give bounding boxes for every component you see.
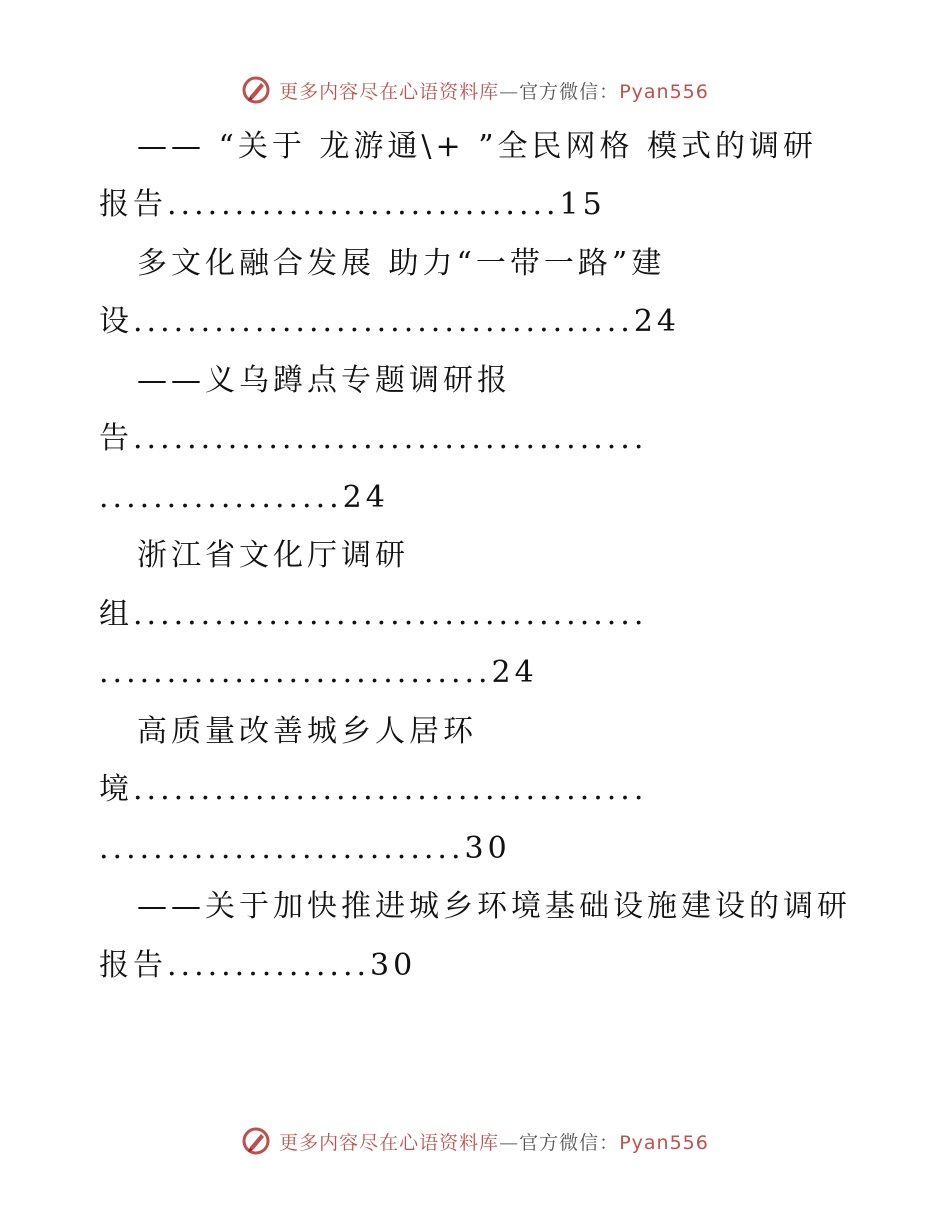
- toc-line: ——义乌蹲点专题调研报: [137, 363, 511, 398]
- toc-line: ..................24: [99, 480, 389, 515]
- toc-line: 告......................................: [99, 421, 648, 456]
- watermark-text: 更多内容尽在心语资料库—官方微信：Pyan556: [279, 80, 709, 103]
- watermark-text: 更多内容尽在心语资料库—官方微信：Pyan556: [279, 1131, 709, 1154]
- toc-line: ...........................30: [99, 831, 511, 866]
- pen-circle-logo-icon: [241, 1126, 271, 1156]
- toc-line: 组......................................: [99, 597, 648, 632]
- toc-line: 多文化融合发展 助力“一带一路”建: [137, 246, 666, 281]
- toc-line: —— “关于 龙游通\+ ”全民网格 模式的调研: [137, 129, 818, 164]
- footer-watermark: [0, 1121, 950, 1161]
- toc-line: 境......................................: [99, 772, 648, 807]
- toc-line: ——关于加快推进城乡环境基础设施建设的调研: [137, 889, 851, 924]
- toc-line: 浙江省文化厅调研: [137, 538, 409, 573]
- toc-line: 高质量改善城乡人居环: [137, 714, 477, 749]
- toc-line: 报告.............................15: [99, 187, 606, 222]
- toc-line: 报告...............30: [99, 948, 417, 983]
- toc-line: 设.....................................24: [99, 304, 681, 339]
- header-watermark: [0, 70, 950, 110]
- toc-line: .............................24: [99, 655, 538, 690]
- pen-circle-logo-icon: [241, 75, 271, 105]
